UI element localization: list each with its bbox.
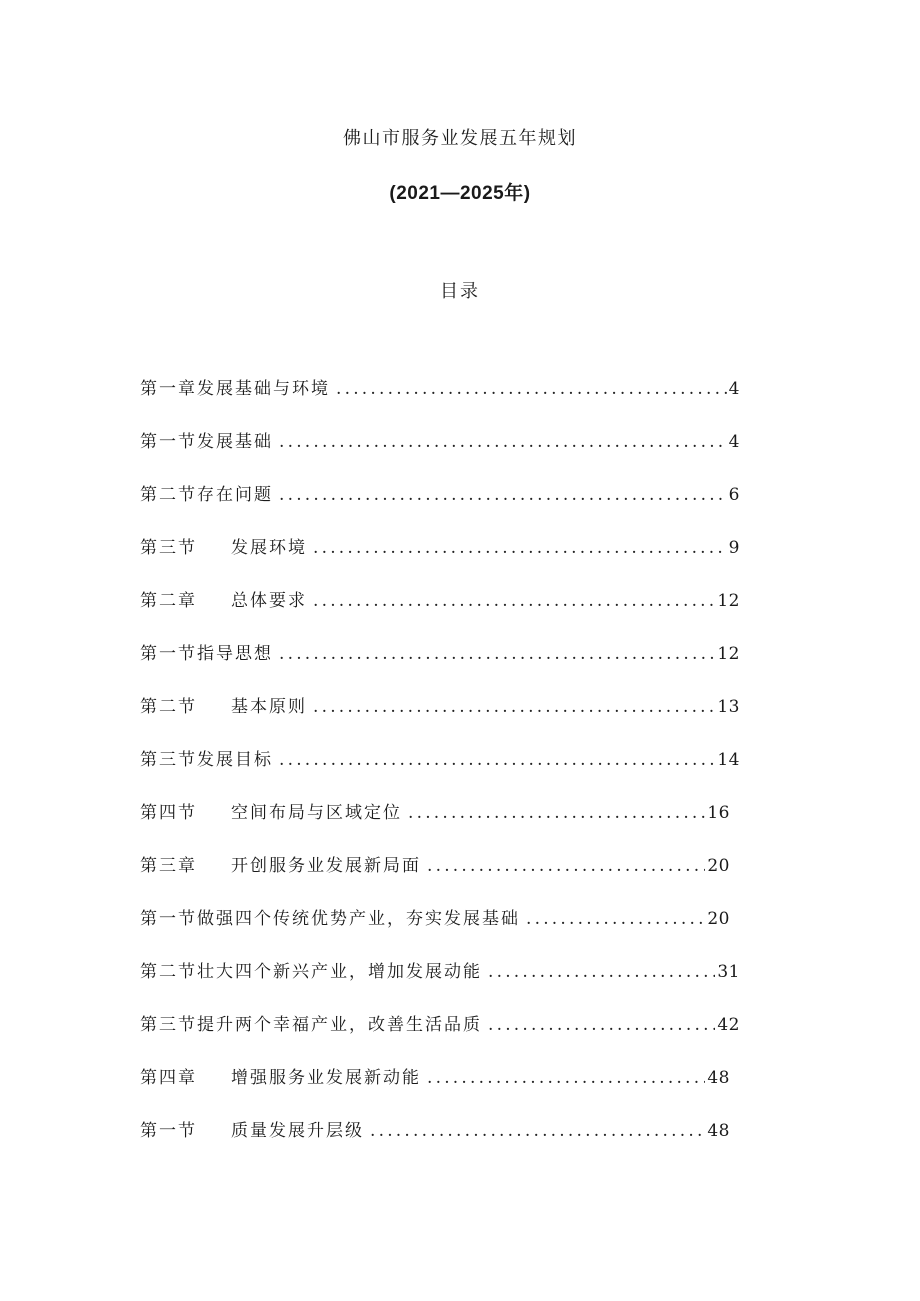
toc-entry[interactable] — [140, 799, 730, 827]
toc-entry-title: 增强服务业发展新动能 — [231, 1068, 421, 1088]
toc-entry-leader-dots — [313, 693, 715, 721]
toc-entry[interactable] — [140, 693, 740, 721]
toc-entry-title: 开创服务业发展新局面 — [231, 856, 421, 876]
toc-entry-page-number: 9 — [728, 538, 740, 558]
toc-entry[interactable] — [140, 587, 740, 615]
toc-entry-title: 空间布局与区域定位 — [231, 803, 402, 823]
toc-entry-page-number: 12 — [717, 644, 740, 664]
toc-entry-page-number: 20 — [707, 909, 730, 929]
toc-entry[interactable] — [140, 640, 740, 668]
toc-entry-label — [140, 375, 330, 403]
document-title: 佛山市服务业发展五年规划 — [343, 128, 577, 149]
toc-entry-page-number: 16 — [707, 803, 730, 823]
toc-entry-label — [140, 1064, 421, 1092]
toc-entry-prefix: 第一节发展基础 — [140, 432, 273, 452]
toc-entry-page-number: 4 — [728, 379, 740, 399]
toc-entry-label — [140, 799, 402, 827]
toc-entry-title: 总体要求 — [231, 591, 307, 611]
toc-entry-title: 质量发展升层级 — [231, 1121, 364, 1141]
toc-entry-prefix: 第二章 — [140, 591, 197, 611]
toc-entry-leader-dots — [279, 746, 715, 774]
toc-entry-prefix: 第二节 — [140, 697, 197, 717]
toc-entry-label — [140, 1011, 482, 1039]
toc-entry-page-number: 4 — [728, 432, 740, 452]
toc-entry-prefix: 第四节 — [140, 803, 197, 823]
toc-heading: 目录 — [440, 281, 480, 302]
toc-entry-page-number: 31 — [717, 962, 740, 982]
toc-entry-prefix: 第一节 — [140, 1121, 197, 1141]
toc-entry-label — [140, 746, 273, 774]
toc-entry-label — [140, 640, 273, 668]
toc-entry-leader-dots — [427, 1064, 705, 1092]
toc-entry-prefix: 第四章 — [140, 1068, 197, 1088]
toc-entry-prefix: 第三节 — [140, 538, 197, 558]
toc-entry-leader-dots — [427, 852, 705, 880]
toc-entry-page-number: 20 — [707, 856, 730, 876]
toc-entry-leader-dots — [370, 1117, 705, 1145]
toc-entry-label — [140, 905, 520, 933]
toc-entry-prefix: 第三节提升两个幸福产业，改善生活品质 — [140, 1015, 482, 1035]
toc-entry[interactable] — [140, 428, 740, 456]
toc-entry-label — [140, 958, 482, 986]
toc-entry-page-number: 48 — [707, 1121, 730, 1141]
toc-entry-leader-dots — [279, 640, 715, 668]
toc-entry-label — [140, 693, 307, 721]
toc-entry-leader-dots — [488, 1011, 715, 1039]
toc-entry[interactable] — [140, 375, 740, 403]
toc-entry[interactable] — [140, 1064, 730, 1092]
toc-entry-page-number: 48 — [707, 1068, 730, 1088]
toc-entry-leader-dots — [488, 958, 715, 986]
toc-entry-page-number: 14 — [717, 750, 740, 770]
toc-entry-leader-dots — [336, 375, 727, 403]
toc-entry-prefix: 第二节存在问题 — [140, 485, 273, 505]
toc-entry-prefix: 第三节发展目标 — [140, 750, 273, 770]
toc-entry-page-number: 13 — [717, 697, 740, 717]
toc-entry-leader-dots — [279, 428, 727, 456]
toc-entry-label — [140, 587, 307, 615]
toc-entry-leader-dots — [526, 905, 705, 933]
toc-entry[interactable] — [140, 958, 740, 986]
toc-entry[interactable] — [140, 1011, 740, 1039]
toc-entry-leader-dots — [313, 587, 715, 615]
toc-entry[interactable] — [140, 746, 740, 774]
toc-entry[interactable] — [140, 905, 730, 933]
toc-entry-prefix: 第一章发展基础与环境 — [140, 379, 330, 399]
toc-entry-label — [140, 428, 273, 456]
toc-entry-page-number: 12 — [717, 591, 740, 611]
document-subtitle: (2021—2025年) — [389, 183, 531, 204]
toc-entry-title: 基本原则 — [231, 697, 307, 717]
toc-entry[interactable] — [140, 852, 730, 880]
toc-entry-prefix: 第一节指导思想 — [140, 644, 273, 664]
toc-entry-label — [140, 481, 273, 509]
toc-entry-page-number: 6 — [728, 485, 740, 505]
toc-entry[interactable] — [140, 1117, 730, 1145]
toc-entry-label — [140, 1117, 364, 1145]
toc-entry-label — [140, 852, 421, 880]
toc-entry-label — [140, 534, 307, 562]
toc-entry-title: 发展环境 — [231, 538, 307, 558]
toc-entry[interactable] — [140, 534, 740, 562]
toc-entry-prefix: 第二节壮大四个新兴产业，增加发展动能 — [140, 962, 482, 982]
toc-entry-prefix: 第三章 — [140, 856, 197, 876]
toc-entry-page-number: 42 — [717, 1015, 740, 1035]
toc-entry-prefix: 第一节做强四个传统优势产业，夯实发展基础 — [140, 909, 520, 929]
toc-entry-leader-dots — [408, 799, 705, 827]
toc-entry-leader-dots — [313, 534, 727, 562]
toc-entry[interactable] — [140, 481, 740, 509]
toc-entry-leader-dots — [279, 481, 727, 509]
